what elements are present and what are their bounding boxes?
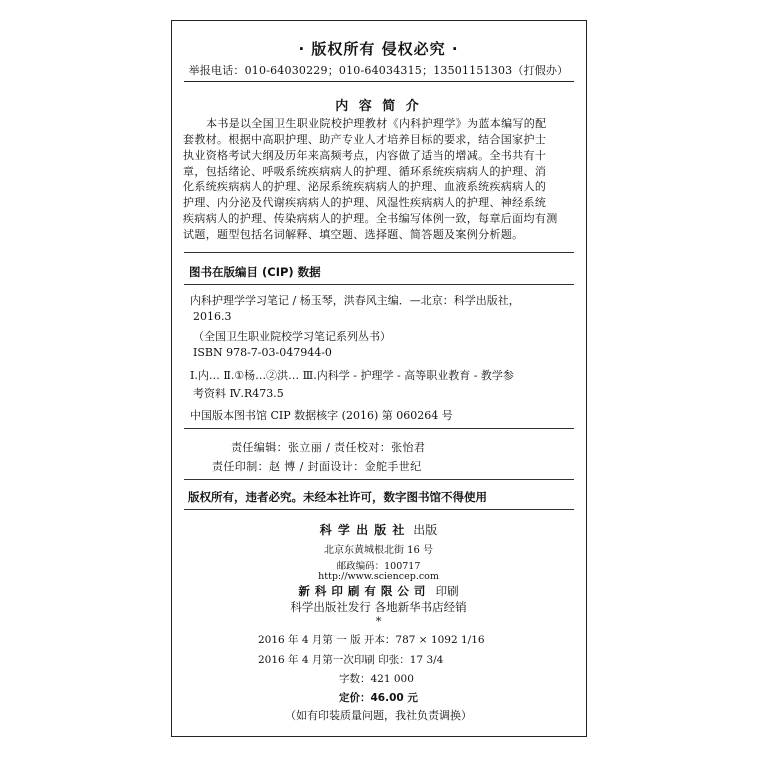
publisher-url: http://www.sciencep.com [318,571,439,582]
cip-subject-line: 考资料 Ⅳ.R473.5 [193,387,284,400]
separator-star: * [375,615,382,628]
printer-name: 新 科 印 刷 有 限 公 司 [298,584,426,598]
summary-line: 本书是以全国卫生职业院校护理教材《内科护理学》为蓝本编写的配 [206,117,547,130]
edition-line: 2016 年 4 月第 一 版 开本：787 × 1092 1/16 [258,634,485,646]
printing-line: 2016 年 4 月第一次印刷 印张：17 3/4 [258,654,444,666]
summary-heading: 内 容 简 介 [335,99,422,114]
credits-editors: 责任编辑：张立丽 / 责任校对：张怡君 [231,441,426,454]
summary-line: 疾病病人的护理、传染病病人的护理。全书编写体例一致，每章后面均有测 [183,212,558,225]
summary-line: 章，包括绪论、呼吸系统疾病病人的护理、循环系统疾病病人的护理、消 [183,165,547,178]
report-hotline: 举报电话：010-64030229；010-64034315；13501151303（打假办） [188,64,569,77]
summary-line: 执业资格考试大纲及历年来高频考点，内容做了适当的增减。全书共有十 [183,149,547,162]
usage-warning: 版权所有，违者必究。未经本社许可，数字图书馆不得使用 [188,490,487,504]
cip-divider [184,284,574,285]
cip-date: 2016.3 [193,310,232,323]
summary-line: 护理、内分泌及代谢疾病病人的护理、风湿性疾病病人的护理、神经系统 [183,196,547,209]
cip-heading: 图书在版编目 (CIP) 数据 [189,265,321,279]
publisher-name: 科 学 出 版 社 [319,523,406,537]
cip-subject-line: Ⅰ.内… Ⅱ.①杨…②洪… Ⅲ.内科学 - 护理学 - 高等职业教育 - 教学参 [190,369,514,382]
publisher-line [0,521,757,538]
header-divider [184,81,574,82]
credits-production: 责任印制：赵 博 / 封面设计：金舵手世纪 [212,460,422,473]
publish-label: 出版 [413,523,438,537]
word-count: 字数：421 000 [339,673,414,685]
print-label: 印刷 [435,584,459,598]
distribution-line: 科学出版社发行 各地新华书店经销 [290,600,467,614]
quality-note: （如有印装质量问题，我社负责调换） [285,709,472,722]
printer-line [0,583,757,599]
credits-divider [184,479,574,480]
copyright-title: · 版权所有 侵权必究 · [298,40,459,58]
summary-line: 套教材。根据中高职护理、助产专业人才培养目标的要求，结合国家护士 [183,133,547,146]
cip-title-line: 内科护理学学习笔记 / 杨玉琴，洪春风主编．—北京：科学出版社， [190,294,520,307]
cip-series: （全国卫生职业院校学习笔记系列丛书） [193,330,391,343]
summary-line: 试题，题型包括名词解释、填空题、选择题、简答题及案例分析题。 [183,228,524,241]
summary-line: 化系统疾病病人的护理、泌尿系统疾病病人的护理、血液系统疾病病人的 [183,180,547,193]
price: 定价：46.00 元 [339,692,418,704]
cip-record-number: 中国版本图书馆 CIP 数据核字 (2016) 第 060264 号 [190,409,453,422]
publisher-address: 北京东黄城根北街 16 号 [323,545,434,556]
publisher-postcode: 邮政编码：100717 [336,561,421,572]
summary-divider [184,252,574,253]
cip-bottom-divider [184,428,574,429]
warning-divider [184,509,574,510]
cip-isbn: ISBN 978-7-03-047944-0 [193,346,332,359]
